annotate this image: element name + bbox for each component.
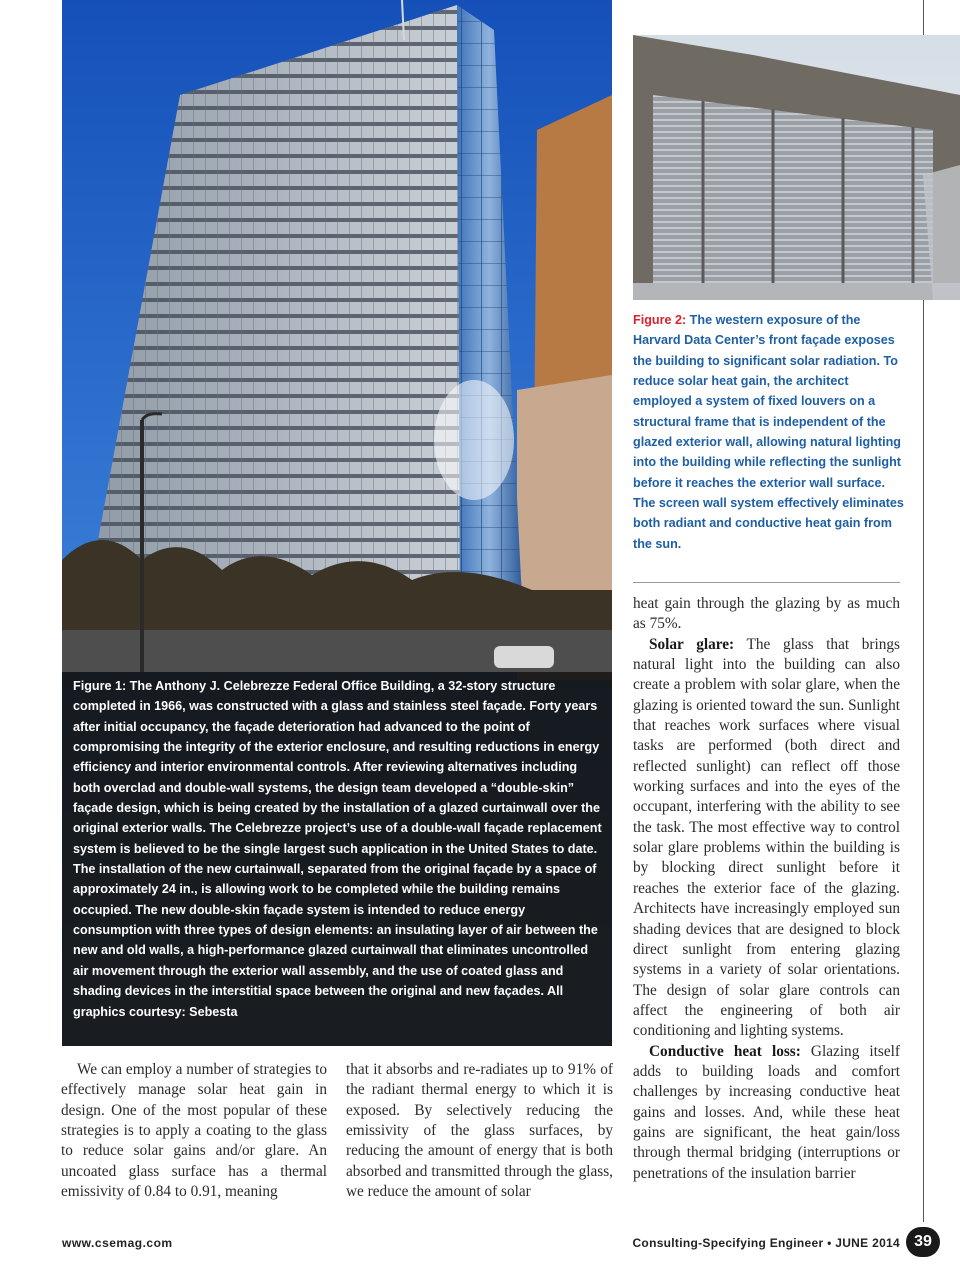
page-number: 39: [906, 1227, 940, 1257]
paragraph-conductive-heat: [633, 1042, 900, 1184]
paragraph: We can employ a number of strategies to effectively manage solar heat gain in design. One of the most popular of these strategies is to apply a coating to the glass to reduce solar gains and/or glare. An uncoated glass surface has a thermal emissivity of 0.84 to 0.91, meaning: [61, 1061, 327, 1201]
figure-2-photo: [633, 35, 960, 300]
figure-1-caption: Figure 1: The Anthony J. Celebrezze Federal Office Building, a 32-story structure completed in 1966, was constructed with a glass and stainless steel façade. Forty years after initial occupancy, the façade deterioration had advanced to the point of compromising the integrity of the exterior enclosure, and resulting reductions in energy efficiency and interior environmental controls. After reviewing alternatives including both overclad and double-wall systems, the design team developed a “double-skin” façade design, which is being created by the installation of a glazed curtainwall over the original exterior walls. The Celebrezze project’s use of a double-wall façade replacement system is believed to be the single largest such application in the United States to date. The installation of the new curtainwall, separated from the original façade by a space of approximately 24 in., is allowing work to be completed while the building remains occupied. The new double-skin façade system is intended to reduce energy consumption with three types of design elements: an insulating layer of air between the new and old walls, a high-performance glazed curtainwall that eliminates uncontrolled air movement through the exterior wall assembly, and the use of coated glass and shading devices in the interstitial space between the original and new façades. All graphics courtesy: Sebesta: [62, 672, 612, 1046]
body-column-1: [61, 1060, 327, 1202]
figure-2-label: Figure 2:: [633, 313, 687, 327]
paragraph-text: The glass that brings natural light into the building can also create a problem with solar glare, when the glazing is oriented toward the sun. Sunlight that reaches work surfaces where visual tasks are performed (both direct and reflected sunlight) can reflect off those working surfaces and into the eyes of the occupant, interfering with the ability to see the task. The most effective way to control solar glare problems within the building is by blocking direct sunlight before it reaches the exterior face of the glazing. Architects have increasingly employed sun shading devices that are designed to block direct sunlight from entering glazing systems in a variety of solar orientations. The design of solar glare controls can affect the engineering of both air conditioning and lighting systems.: [633, 635, 900, 1040]
body-column-3: [633, 594, 900, 1184]
footer-publication: Consulting-Specifying Engineer • JUNE 2014: [632, 1236, 900, 1250]
subhead-solar-glare: Solar glare:: [649, 635, 735, 653]
paragraph-text: Glazing itself adds to building loads and comfort challenges by increasing conductive heat gains and losses. And, while these heat gains are significant, the heat gain/loss through thermal bridging (interruptions or penetrations of the insulation barrier: [633, 1042, 900, 1182]
paragraph-solar-glare: [633, 635, 900, 1042]
figure-2-caption-text: The western exposure of the Harvard Data Center’s front façade exposes the building to significant solar radiation. To reduce solar heat gain, the architect employed a system of fixed louvers on a structural frame that is independent of the glazed exterior wall, allowing natural lighting into the building while reflecting the sunlight before it reaches the exterior wall surface. The screen wall system effectively eliminates both radiant and conductive heat gain from the sun.: [633, 313, 904, 551]
figure-2-caption: [633, 310, 905, 554]
body-column-2: [346, 1060, 613, 1202]
figure-2: [633, 35, 960, 300]
caption-divider: [633, 582, 900, 583]
figure-1: [62, 0, 612, 1046]
subhead-conductive-heat-loss: Conductive heat loss:: [649, 1042, 801, 1060]
paragraph: heat gain through the glazing by as much as 75%.: [633, 595, 900, 633]
footer-website: www.csemag.com: [62, 1236, 173, 1250]
paragraph: that it absorbs and re-radiates up to 91% of the radiant thermal energy to which it is exposed. By selectively reducing the emissivity of the glass surfaces, by reducing the amount of energy that is both absorbed and transmitted through the glass, we reduce the amount of solar: [346, 1061, 613, 1201]
